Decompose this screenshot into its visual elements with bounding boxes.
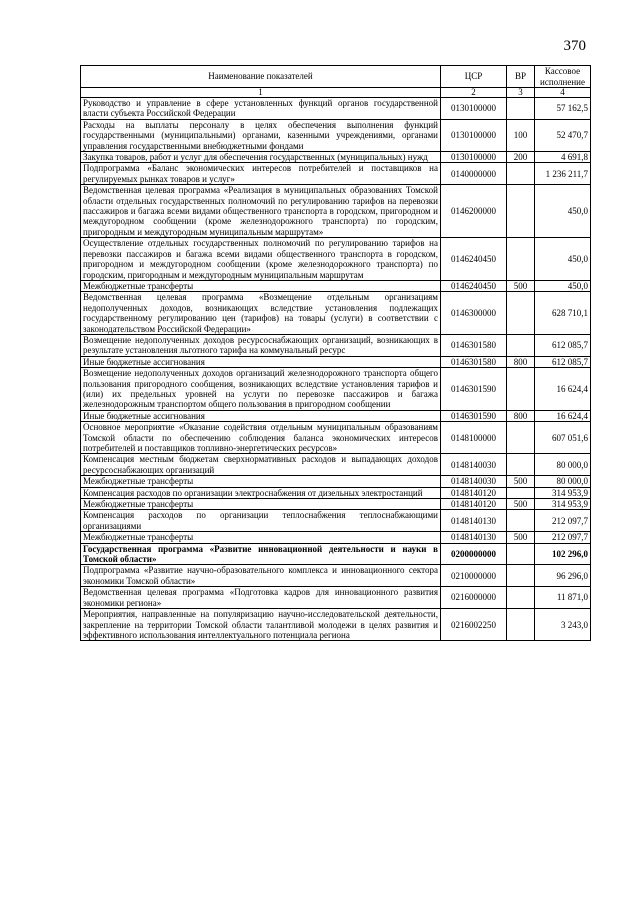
row-csr: 0146301580 [441,356,507,367]
table-row [81,609,591,641]
row-vr [507,510,535,532]
row-vr: 200 [507,152,535,163]
row-vr: 800 [507,410,535,421]
row-vr: 100 [507,119,535,151]
row-sum: 612 085,7 [535,356,591,367]
row-sum: 102 296,0 [535,543,591,565]
row-sum: 607 051,6 [535,422,591,454]
row-csr: 0130100000 [441,152,507,163]
row-name: Расходы на выплаты персоналу в целях обеспечения выполнения функций государственными (муниципальными) органами, казенными учреждениями, органами управления государственными внебюджетными фондами [81,119,441,151]
header-row [81,66,591,88]
table-row [81,476,591,487]
row-csr: 0216000000 [441,587,507,609]
row-name: Иные бюджетные ассигнования [81,356,441,367]
row-sum: 212 097,7 [535,532,591,543]
row-name: Подпрограмма «Развитие научно-образовательного комплекса и инновационного сектора экономики Томской области» [81,565,441,587]
table-row [81,152,591,163]
index-cell: 4 [535,88,591,98]
row-sum: 80 000,0 [535,454,591,476]
row-vr: 500 [507,476,535,487]
table-row [81,454,591,476]
row-csr: 0148140120 [441,487,507,498]
row-vr [507,454,535,476]
header-name: Наименование показателей [81,66,441,88]
table-row [81,499,591,510]
table-row [81,292,591,335]
row-name: Подпрограмма «Баланс экономических интересов потребителей и поставщиков на регулируемых рынках товаров и услуг» [81,163,441,185]
row-name: Межбюджетные трансферты [81,280,441,291]
table-row [81,422,591,454]
row-sum: 450,0 [535,280,591,291]
row-vr [507,487,535,498]
row-vr [507,368,535,411]
row-sum: 450,0 [535,185,591,238]
row-vr [507,163,535,185]
row-vr [507,185,535,238]
page-number: 370 [563,38,586,54]
row-vr [507,292,535,335]
row-name: Осуществление отдельных государственных полномочий по регулированию тарифов на перевозки пассажиров и багажа всеми видами общественного транспорта в городском, пригородном и междугородном сообщении (кроме железнодорожного транспорта) по городским, пригородным и междугородным муниципальным маршрутам [81,238,441,281]
table-row [81,532,591,543]
row-sum: 11 871,0 [535,587,591,609]
table-row [81,510,591,532]
row-name: Ведомственная целевая программа «Реализация в муниципальных образованиях Томской области отдельных государственных полномочий по регулированию тарифов на перевозки пассажиров и багажа всеми видами общественного транспорта в городском, пригородном и междугородном сообщении (кроме железнодорожного транспорта) по городским, пригородным и междугородным муниципальным маршрутам» [81,185,441,238]
row-sum: 96 296,0 [535,565,591,587]
row-csr: 0130100000 [441,119,507,151]
row-vr [507,565,535,587]
row-sum: 628 710,1 [535,292,591,335]
table-row [81,238,591,281]
row-sum: 612 085,7 [535,334,591,356]
header-csr: ЦСР [441,66,507,88]
row-csr: 0146300000 [441,292,507,335]
row-csr: 0148140120 [441,499,507,510]
row-csr: 0200000000 [441,543,507,565]
table-row [81,163,591,185]
table-body [81,98,591,641]
row-name: Компенсация местным бюджетам сверхнормативных расходов и выпадающих доходов ресурсоснабжающих организаций [81,454,441,476]
row-csr: 0146301580 [441,334,507,356]
row-name: Иные бюджетные ассигнования [81,410,441,421]
table-row [81,334,591,356]
row-sum: 314 953,9 [535,487,591,498]
row-csr: 0146301590 [441,410,507,421]
row-csr: 0216002250 [441,609,507,641]
table-row [81,543,591,565]
row-csr: 0146240450 [441,238,507,281]
row-csr: 0146301590 [441,368,507,411]
row-csr: 0146200000 [441,185,507,238]
row-vr: 500 [507,532,535,543]
row-csr: 0148140030 [441,454,507,476]
row-vr [507,98,535,120]
row-sum: 80 000,0 [535,476,591,487]
row-name: Государственная программа «Развитие инновационной деятельности и науки в Томской области» [81,543,441,565]
row-csr: 0210000000 [441,565,507,587]
row-csr: 0140000000 [441,163,507,185]
row-name: Компенсация расходов по организации электроснабжения от дизельных электростанций [81,487,441,498]
row-name: Ведомственная целевая программа «Возмещение отдельным организациям недополученных доходов, возникающих вследствие установления подлежащих государственному регулированию цен (тарифов) на товары (услуги) в соответствии с законодательством Российской Федерации» [81,292,441,335]
table-row [81,280,591,291]
row-vr [507,422,535,454]
row-vr [507,238,535,281]
row-vr [507,334,535,356]
row-sum: 16 624,4 [535,410,591,421]
table-row [81,587,591,609]
row-vr: 800 [507,356,535,367]
row-vr [507,543,535,565]
row-sum: 3 243,0 [535,609,591,641]
table-row [81,185,591,238]
row-name: Ведомственная целевая программа «Подготовка кадров для инновационного развития экономики региона» [81,587,441,609]
index-cell: 3 [507,88,535,98]
table-row [81,119,591,151]
row-csr: 0148100000 [441,422,507,454]
table-row [81,410,591,421]
row-sum: 4 691,8 [535,152,591,163]
row-name: Основное мероприятие «Оказание содействия отдельным муниципальным образованиям Томской области по обеспечению соблюдения баланса экономических интересов потребителей и поставщиков топливно-энергетических ресурсов» [81,422,441,454]
header-vr: ВР [507,66,535,88]
row-csr: 0130100000 [441,98,507,120]
row-sum: 16 624,4 [535,368,591,411]
row-csr: 0148140130 [441,532,507,543]
row-name: Межбюджетные трансферты [81,476,441,487]
header-sum: Кассовое исполнение [535,66,591,88]
row-csr: 0148140130 [441,510,507,532]
row-sum: 57 162,5 [535,98,591,120]
index-cell: 2 [441,88,507,98]
row-name: Возмещение недополученных доходов ресурсоснабжающих организаций, возникающих в результате установления льготного тарифа на коммунальный ресурс [81,334,441,356]
table-row [81,368,591,411]
row-name: Возмещение недополученных доходов организаций железнодорожного транспорта общего пользования пригородного сообщения, возникающих вследствие установления тарифов и (или) их предельных уровней на услуги по перевозке пассажиров и багажа железнодорожным транспортом общего пользования в пригородном сообщении [81,368,441,411]
row-vr [507,609,535,641]
row-name: Мероприятия, направленные на популяризацию научно-исследовательской деятельности, закрепление на территории Томской области талантливой молодежи в целях развития и эффективного использования интеллектуального потенциала региона [81,609,441,641]
table-row [81,565,591,587]
row-name: Компенсация расходов по организации теплоснабжения теплоснабжающими организациями [81,510,441,532]
table-row [81,487,591,498]
row-name: Закупка товаров, работ и услуг для обеспечения государственных (муниципальных) нужд [81,152,441,163]
row-vr: 500 [507,499,535,510]
row-sum: 52 470,7 [535,119,591,151]
row-csr: 0148140030 [441,476,507,487]
index-cell: 1 [81,88,441,98]
row-vr: 500 [507,280,535,291]
row-sum: 314 953,9 [535,499,591,510]
budget-table [80,65,591,641]
row-sum: 450,0 [535,238,591,281]
row-name: Межбюджетные трансферты [81,499,441,510]
row-sum: 1 236 211,7 [535,163,591,185]
row-name: Межбюджетные трансферты [81,532,441,543]
row-name: Руководство и управление в сфере установленных функций органов государственной власти субъекта Российской Федерации [81,98,441,120]
row-sum: 212 097,7 [535,510,591,532]
table-row [81,356,591,367]
row-csr: 0146240450 [441,280,507,291]
row-vr [507,587,535,609]
index-row [81,88,591,98]
table-row [81,98,591,120]
